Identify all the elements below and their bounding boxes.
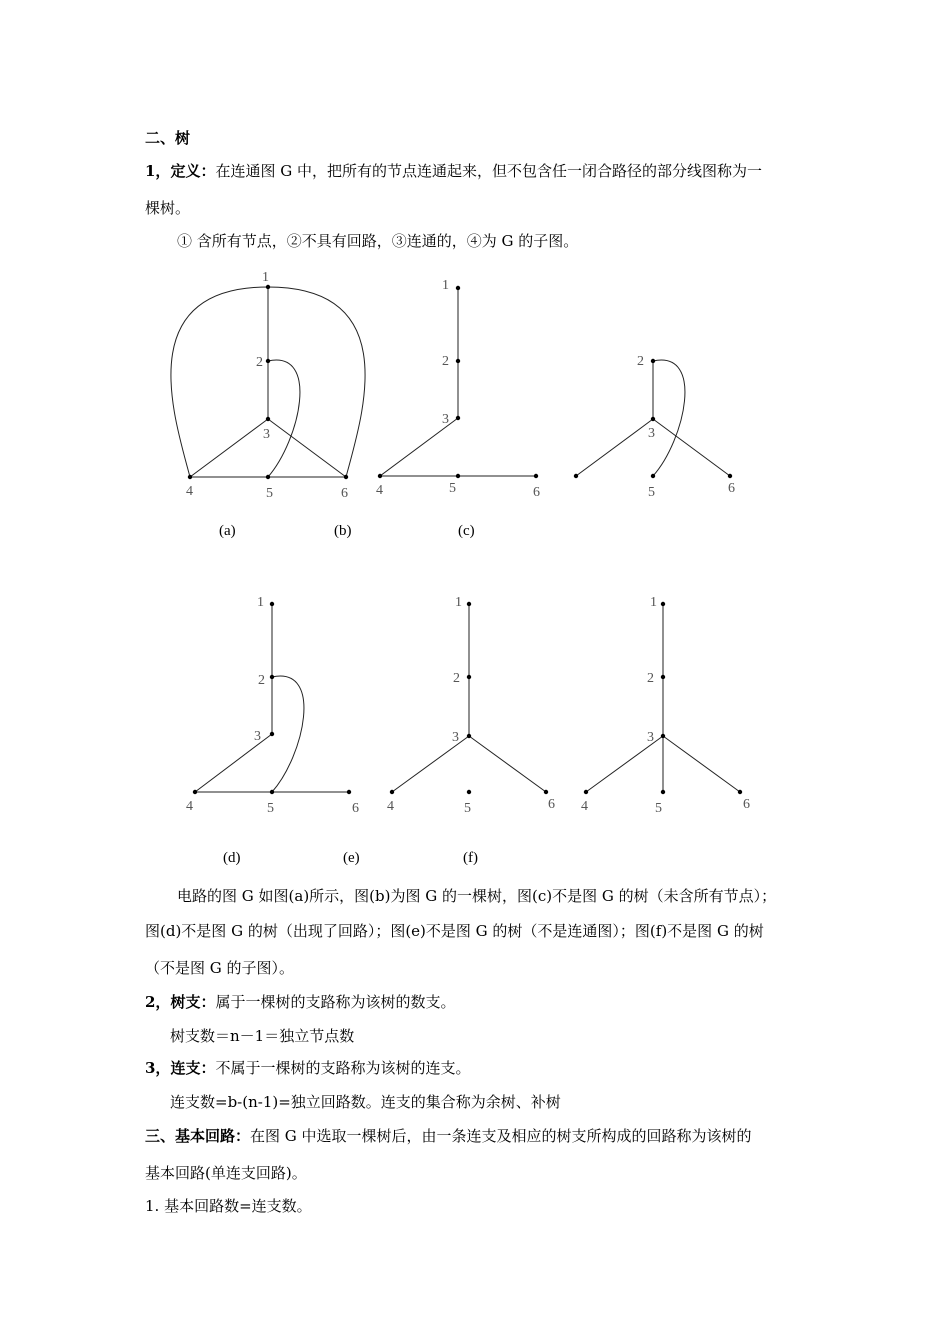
tree-branch-number: 2， bbox=[145, 993, 171, 1011]
node-label: 1 bbox=[455, 595, 462, 610]
fundamental-loop-text-1: 在图 G 中选取一棵树后，由一条连支及相应的树支所构成的回路称为该树的 bbox=[250, 1127, 752, 1145]
caption-a: (a) bbox=[219, 523, 236, 539]
node-label: 3 bbox=[254, 729, 261, 744]
fundamental-loop-item-1: 1. 基本回路数=连支数。 bbox=[145, 1197, 312, 1215]
graph-d bbox=[195, 604, 349, 792]
definition-label: 定义： bbox=[170, 162, 216, 180]
graph-e bbox=[392, 604, 546, 792]
tree-branch-text: 属于一棵树的支路称为该树的数支。 bbox=[215, 993, 456, 1011]
tree-conditions: ① 含所有节点，②不具有回路，③连通的，④为 G 的子图。 bbox=[177, 232, 579, 250]
node-label: 1 bbox=[650, 595, 657, 610]
node-label: 1 bbox=[442, 278, 449, 293]
node-label: 5 bbox=[266, 486, 273, 501]
node-label: 3 bbox=[442, 412, 449, 427]
caption-c: (c) bbox=[458, 523, 475, 539]
tree-branch-definition bbox=[145, 992, 455, 1012]
node-label: 6 bbox=[341, 486, 348, 501]
node-label: 1 bbox=[262, 270, 269, 285]
node-label: 2 bbox=[442, 354, 449, 369]
node-label: 4 bbox=[186, 799, 193, 814]
node-label: 6 bbox=[728, 481, 735, 496]
explanation-line-3: （不是图 G 的子图）。 bbox=[145, 959, 295, 977]
node-label: 2 bbox=[256, 355, 263, 370]
fundamental-loop-text-2: 基本回路(单连支回路)。 bbox=[145, 1164, 307, 1182]
definition-number: 1， bbox=[145, 162, 171, 180]
node-label: 2 bbox=[637, 354, 644, 369]
node-label: 5 bbox=[648, 485, 655, 500]
caption-d: (d) bbox=[223, 850, 241, 866]
link-branch-label: 连支： bbox=[170, 1059, 216, 1077]
graph-f bbox=[586, 604, 740, 792]
link-branch-formula: 连支数=b-(n-1)=独立回路数。连支的集合称为余树、补树 bbox=[170, 1093, 561, 1111]
node-label: 6 bbox=[548, 797, 555, 812]
caption-b: (b) bbox=[334, 523, 352, 539]
node-label: 4 bbox=[186, 484, 193, 499]
node-label: 5 bbox=[655, 801, 662, 816]
node-label: 6 bbox=[743, 797, 750, 812]
caption-f: (f) bbox=[463, 850, 478, 866]
graph-c bbox=[380, 288, 536, 476]
link-branch-definition bbox=[145, 1058, 470, 1078]
tree-branch-formula: 树支数＝n－1＝独立节点数 bbox=[170, 1027, 355, 1045]
node-label: 2 bbox=[453, 671, 460, 686]
tree-branch-label: 树支： bbox=[170, 993, 216, 1011]
node-label: 3 bbox=[452, 730, 459, 745]
node-label: 2 bbox=[258, 673, 265, 688]
node-label: 3 bbox=[263, 427, 270, 442]
node-label: 6 bbox=[533, 485, 540, 500]
link-branch-number: 3， bbox=[145, 1059, 171, 1077]
definition-text-2: 棵树。 bbox=[145, 199, 191, 217]
node-label: 4 bbox=[581, 799, 588, 814]
section-heading-tree: 二、树 bbox=[145, 129, 191, 147]
node-label: 2 bbox=[647, 671, 654, 686]
node-label: 1 bbox=[257, 595, 264, 610]
node-label: 6 bbox=[352, 801, 359, 816]
node-label: 4 bbox=[376, 483, 383, 498]
graph-a bbox=[171, 287, 365, 477]
caption-e: (e) bbox=[343, 850, 360, 866]
link-branch-text: 不属于一棵树的支路称为该树的连支。 bbox=[215, 1059, 471, 1077]
definition-text-1: 在连通图 G 中，把所有的节点连通起来，但不包含任一闭合路径的部分线图称为一 bbox=[215, 162, 762, 180]
node-label: 3 bbox=[648, 426, 655, 441]
fundamental-loop-definition bbox=[145, 1126, 752, 1146]
section-heading-fundamental-loop: 三、基本回路： bbox=[145, 1127, 251, 1145]
explanation-line-2: 图(d)不是图 G 的树（出现了回路）；图(e)不是图 G 的树（不是连通图）；图(f)不是图 G 的树 bbox=[145, 922, 764, 940]
explanation-line-1: 电路的图 G 如图(a)所示，图(b)为图 G 的一棵树，图(c)不是图 G 的树（未含所有节点）； bbox=[177, 887, 777, 905]
node-label: 5 bbox=[449, 481, 456, 496]
node-label: 4 bbox=[387, 799, 394, 814]
node-label: 3 bbox=[647, 730, 654, 745]
node-label: 5 bbox=[267, 801, 274, 816]
node-label: 5 bbox=[464, 801, 471, 816]
